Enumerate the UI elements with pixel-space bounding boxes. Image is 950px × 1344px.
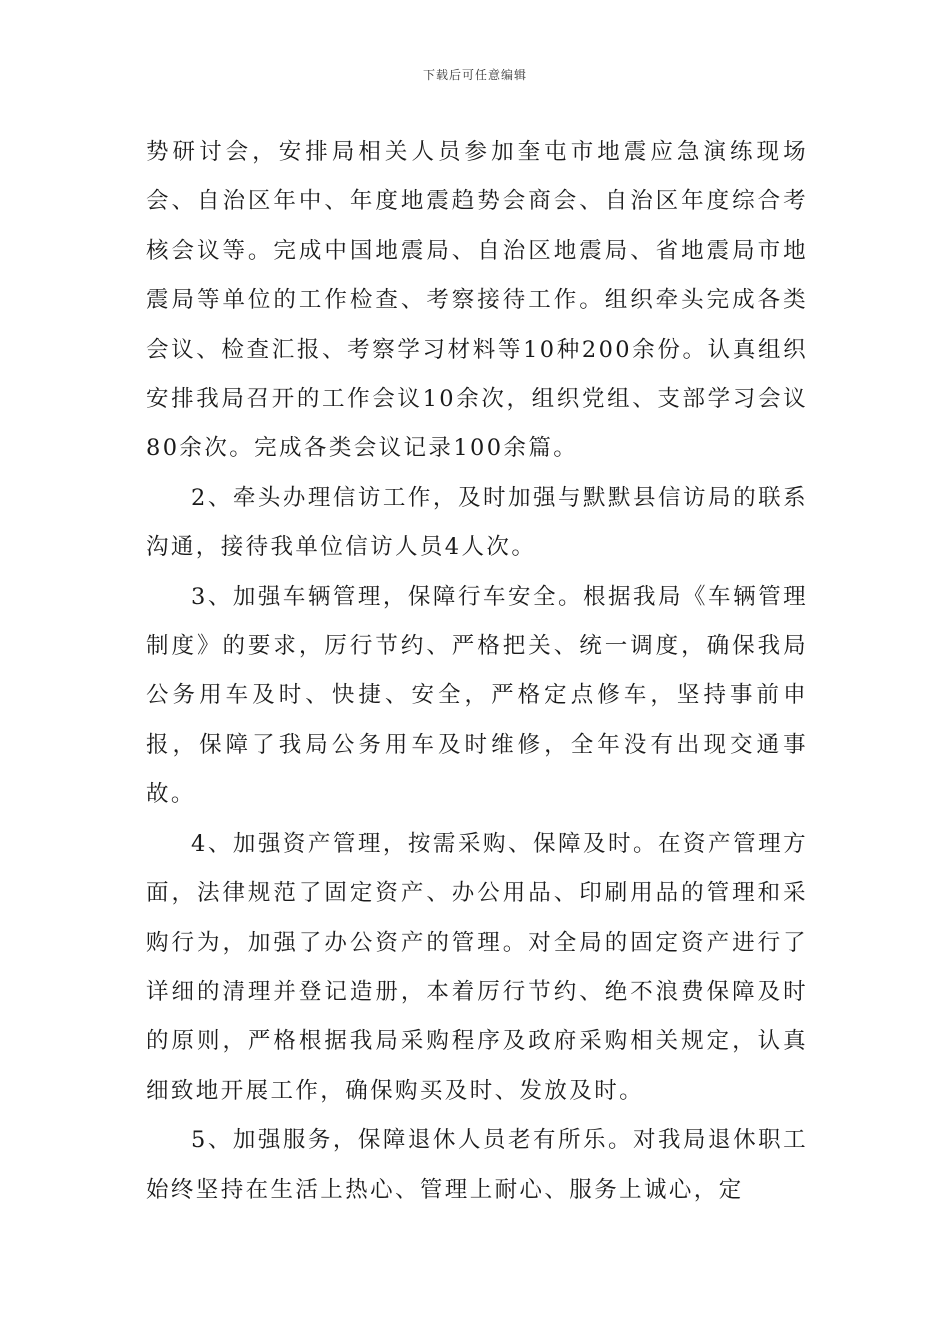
page-header-note: 下载后可任意编辑 bbox=[422, 68, 527, 82]
paragraph-item-4: 4、加强资产管理，按需采购、保障及时。在资产管理方面，法律规范了固定资产、办公用品、印刷用品的管理和采购行为，加强了办公资产的管理。对全局的固定资产进行了详细的清理并登记造册，本着厉行节约、绝不浪费保障及时的原则，严格根据我局采购程序及政府采购相关规定，认真细致地开展工作，确保购买及时、发放及时。 bbox=[146, 830, 808, 1104]
paragraph-item-3: 3、加强车辆管理，保障行车安全。根据我局《车辆管理制度》的要求，厉行节约、严格把关、统一调度，确保我局公务用车及时、快捷、安全，严格定点修车，坚持事前申报，保障了我局公务用车及时维修，全年没有出现交通事故。 bbox=[146, 583, 808, 808]
paragraph-item-2: 2、牵头办理信访工作，及时加强与默默县信访局的联系沟通，接待我单位信访人员4人次。 bbox=[146, 484, 808, 561]
document-body bbox=[146, 128, 808, 1215]
paragraph-continued: 势研讨会，安排局相关人员参加奎屯市地震应急演练现场会、自治区年中、年度地震趋势会商会、自治区年度综合考核会议等。完成中国地震局、自治区地震局、省地震局市地震局等单位的工作检查、考察接待工作。组织牵头完成各类会议、检查汇报、考察学习材料等10种200余份。认真组织安排我局召开的工作会议10余次，组织党组、支部学习会议80余次。完成各类会议记录100余篇。 bbox=[146, 139, 808, 462]
paragraph-item-5: 5、加强服务，保障退休人员老有所乐。对我局退休职工始终坚持在生活上热心、管理上耐心、服务上诚心，定 bbox=[146, 1127, 808, 1203]
